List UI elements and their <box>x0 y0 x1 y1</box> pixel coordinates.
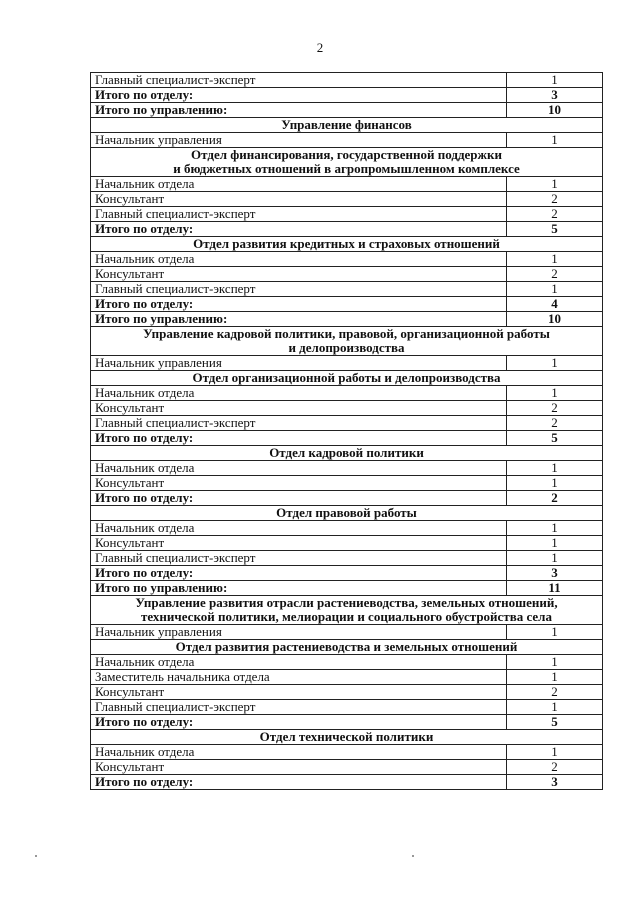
position-name: Консультант <box>91 685 507 700</box>
total-label: Итого по отделу: <box>91 222 507 237</box>
section-title <box>91 327 603 356</box>
total-label: Итого по отделу: <box>91 431 507 446</box>
position-row <box>91 745 603 760</box>
section-title-line: и бюджетных отношений в агропромышленном комплексе <box>173 161 520 176</box>
section-title <box>91 118 603 133</box>
section-header-row <box>91 327 603 356</box>
position-row <box>91 267 603 282</box>
section-title-line: Отдел развития растениеводства и земельных отношений <box>175 639 518 654</box>
total-label: Итого по управлению: <box>91 581 507 596</box>
position-row <box>91 416 603 431</box>
section-title-line: Отдел правовой работы <box>276 505 417 520</box>
section-header-row <box>91 118 603 133</box>
total-count: 4 <box>507 297 603 312</box>
position-name: Консультант <box>91 192 507 207</box>
section-title <box>91 596 603 625</box>
total-row <box>91 222 603 237</box>
position-name: Начальник отдела <box>91 521 507 536</box>
total-label: Итого по отделу: <box>91 566 507 581</box>
total-row <box>91 581 603 596</box>
position-name: Начальник управления <box>91 625 507 640</box>
scan-speck <box>35 855 37 857</box>
position-count: 1 <box>507 177 603 192</box>
total-count: 3 <box>507 88 603 103</box>
position-name: Консультант <box>91 401 507 416</box>
section-title-line: Управление кадровой политики, правовой, организационной работы <box>143 326 550 341</box>
position-row <box>91 207 603 222</box>
section-header-row <box>91 640 603 655</box>
total-count: 10 <box>507 312 603 327</box>
position-name: Главный специалист-эксперт <box>91 207 507 222</box>
position-row <box>91 700 603 715</box>
total-row <box>91 297 603 312</box>
position-row <box>91 760 603 775</box>
position-count: 1 <box>507 655 603 670</box>
position-name: Главный специалист-эксперт <box>91 73 507 88</box>
position-count: 2 <box>507 685 603 700</box>
total-label: Итого по отделу: <box>91 715 507 730</box>
position-row <box>91 192 603 207</box>
position-name: Начальник отдела <box>91 177 507 192</box>
position-name: Начальник управления <box>91 356 507 371</box>
total-row <box>91 715 603 730</box>
position-row <box>91 521 603 536</box>
position-name: Главный специалист-эксперт <box>91 700 507 715</box>
section-header-row <box>91 371 603 386</box>
section-title-line: Отдел технической политики <box>259 729 434 744</box>
section-header-row <box>91 237 603 252</box>
position-count: 1 <box>507 745 603 760</box>
section-title-line: и делопроизводства <box>288 340 405 355</box>
position-row <box>91 625 603 640</box>
position-name: Главный специалист-эксперт <box>91 551 507 566</box>
position-count: 1 <box>507 670 603 685</box>
total-row <box>91 312 603 327</box>
total-count: 3 <box>507 566 603 581</box>
section-title <box>91 148 603 177</box>
position-row <box>91 536 603 551</box>
total-count: 10 <box>507 103 603 118</box>
section-title-line: Управление финансов <box>281 117 412 132</box>
position-name: Консультант <box>91 536 507 551</box>
total-label: Итого по отделу: <box>91 88 507 103</box>
page-number: 2 <box>316 40 324 55</box>
position-name: Начальник управления <box>91 133 507 148</box>
position-name: Главный специалист-эксперт <box>91 282 507 297</box>
position-count: 1 <box>507 356 603 371</box>
position-row <box>91 461 603 476</box>
section-title-line: Отдел финансирования, государственной поддержки <box>191 147 502 162</box>
position-row <box>91 282 603 297</box>
position-count: 2 <box>507 267 603 282</box>
position-count: 1 <box>507 551 603 566</box>
total-label: Итого по отделу: <box>91 297 507 312</box>
total-label: Итого по отделу: <box>91 491 507 506</box>
section-title <box>91 506 603 521</box>
total-row <box>91 566 603 581</box>
position-name: Консультант <box>91 267 507 282</box>
section-title <box>91 371 603 386</box>
position-count: 2 <box>507 192 603 207</box>
section-title <box>91 640 603 655</box>
scan-speck <box>412 855 414 857</box>
total-count: 11 <box>507 581 603 596</box>
position-row <box>91 252 603 267</box>
position-row <box>91 670 603 685</box>
position-row <box>91 177 603 192</box>
total-count: 5 <box>507 715 603 730</box>
position-name: Консультант <box>91 760 507 775</box>
position-count: 1 <box>507 386 603 401</box>
section-header-row <box>91 596 603 625</box>
total-label: Итого по отделу: <box>91 775 507 790</box>
position-name: Начальник отдела <box>91 386 507 401</box>
position-name: Главный специалист-эксперт <box>91 416 507 431</box>
position-row <box>91 476 603 491</box>
section-title-line: Управление развития отрасли растениеводства, земельных отношений, <box>135 595 558 610</box>
section-header-row <box>91 446 603 461</box>
total-count: 3 <box>507 775 603 790</box>
position-name: Консультант <box>91 476 507 491</box>
section-header-row <box>91 506 603 521</box>
position-name: Начальник отдела <box>91 745 507 760</box>
position-count: 1 <box>507 252 603 267</box>
position-name: Заместитель начальника отдела <box>91 670 507 685</box>
total-row <box>91 88 603 103</box>
position-row <box>91 401 603 416</box>
total-row <box>91 775 603 790</box>
position-count: 1 <box>507 536 603 551</box>
position-count: 2 <box>507 401 603 416</box>
position-row <box>91 685 603 700</box>
section-title <box>91 237 603 252</box>
position-row <box>91 655 603 670</box>
staffing-table <box>90 72 603 790</box>
section-title-line: технической политики, мелиорации и социального обустройства села <box>141 609 552 624</box>
position-count: 1 <box>507 476 603 491</box>
position-count: 2 <box>507 416 603 431</box>
position-row <box>91 133 603 148</box>
position-count: 1 <box>507 521 603 536</box>
position-count: 1 <box>507 461 603 476</box>
total-row <box>91 103 603 118</box>
total-row <box>91 431 603 446</box>
position-name: Начальник отдела <box>91 252 507 267</box>
total-count: 2 <box>507 491 603 506</box>
position-row <box>91 551 603 566</box>
total-row <box>91 491 603 506</box>
position-count: 1 <box>507 133 603 148</box>
section-title-line: Отдел развития кредитных и страховых отношений <box>193 236 500 251</box>
position-count: 1 <box>507 73 603 88</box>
position-count: 1 <box>507 282 603 297</box>
total-count: 5 <box>507 222 603 237</box>
staffing-table-body <box>91 73 603 790</box>
section-title-line: Отдел организационной работы и делопроизводства <box>192 370 501 385</box>
total-count: 5 <box>507 431 603 446</box>
total-label: Итого по управлению: <box>91 103 507 118</box>
section-title-line: Отдел кадровой политики <box>269 445 424 460</box>
section-title <box>91 446 603 461</box>
position-row <box>91 356 603 371</box>
position-count: 1 <box>507 625 603 640</box>
position-name: Начальник отдела <box>91 655 507 670</box>
position-count: 2 <box>507 760 603 775</box>
section-header-row <box>91 730 603 745</box>
position-count: 1 <box>507 700 603 715</box>
section-header-row <box>91 148 603 177</box>
position-row <box>91 73 603 88</box>
section-title <box>91 730 603 745</box>
position-name: Начальник отдела <box>91 461 507 476</box>
position-count: 2 <box>507 207 603 222</box>
total-label: Итого по управлению: <box>91 312 507 327</box>
position-row <box>91 386 603 401</box>
